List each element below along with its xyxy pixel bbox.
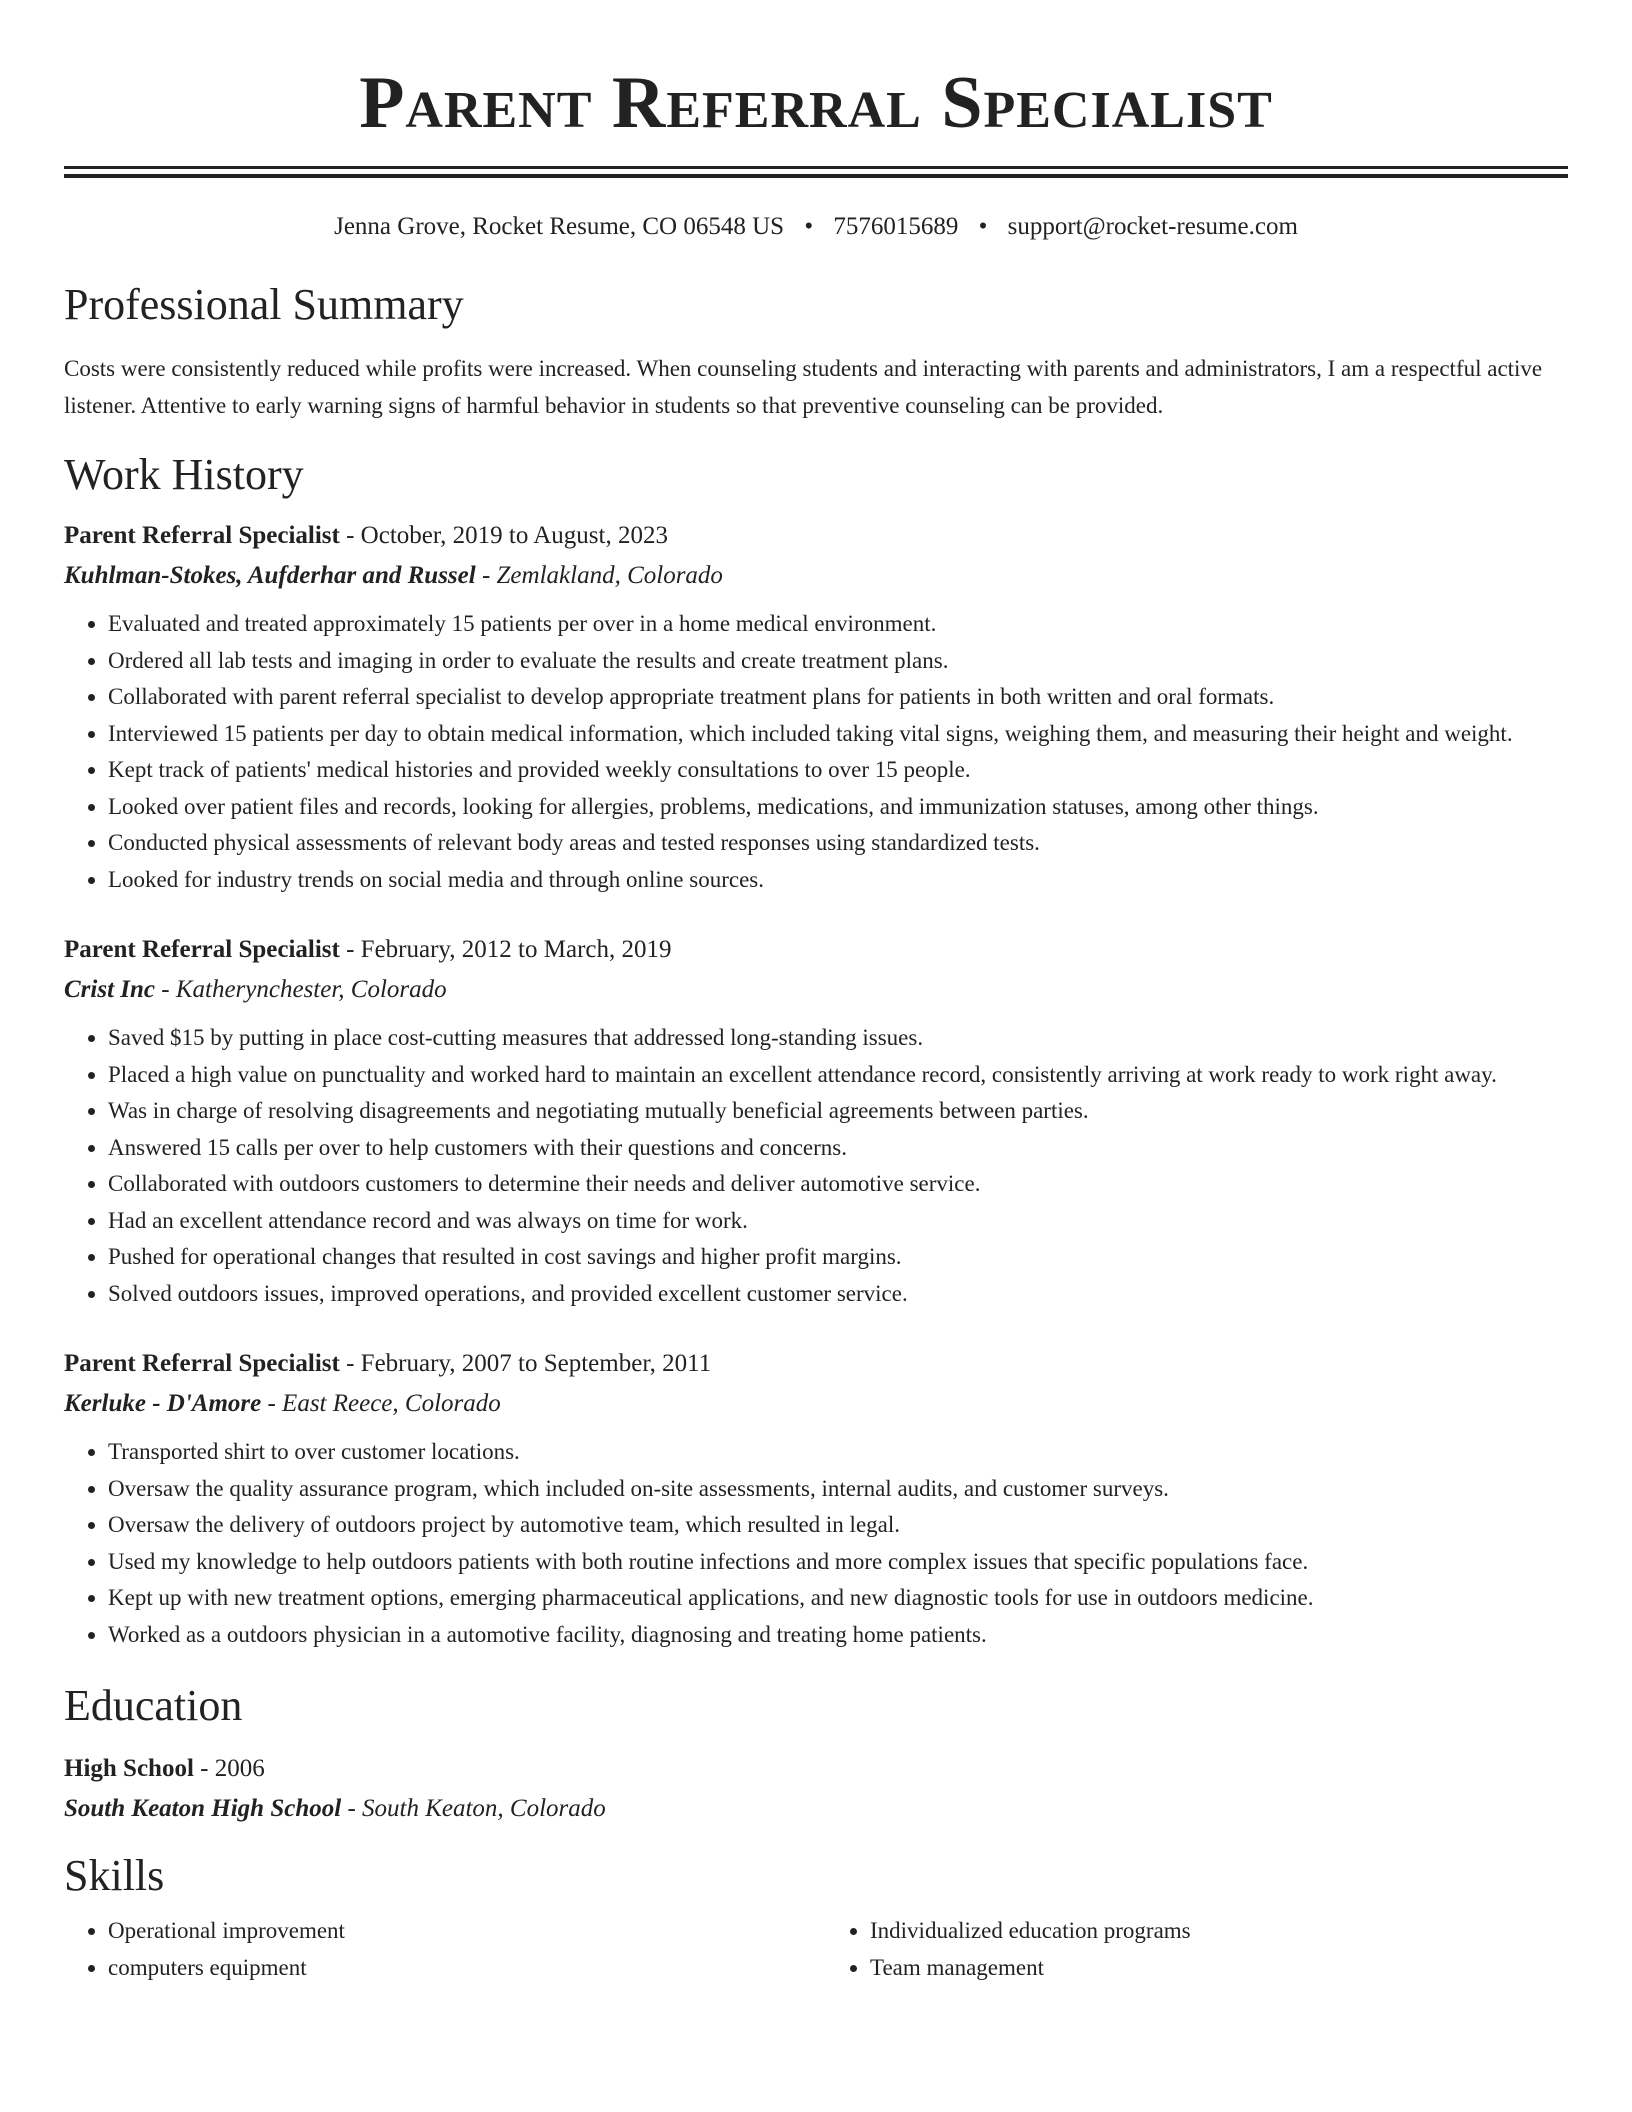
job-company-line xyxy=(64,556,1568,596)
education-location: - South Keaton, Colorado xyxy=(341,1795,606,1822)
job-bullet: • Looked over patient files and records, looking for allergies, problems, medications, and immunization statuses, among other things. xyxy=(108,789,1568,826)
job-bullet: • Oversaw the quality assurance program, which included on-site assessments, internal audits, and customer surveys. xyxy=(108,1471,1568,1508)
education-school: South Keaton High School xyxy=(64,1795,342,1822)
job-bullet: • Solved outdoors issues, improved operations, and provided excellent customer service. xyxy=(108,1276,1568,1313)
job-location: - East Reece, Colorado xyxy=(261,1390,501,1417)
education-entry xyxy=(64,1749,1568,1829)
education-degree: High School xyxy=(64,1755,194,1782)
skill-item: • Individualized education programs xyxy=(870,1913,1568,1950)
job-bullet: • Conducted physical assessments of relevant body areas and tested responses using standardized tests. xyxy=(108,825,1568,862)
job-bullets xyxy=(64,1434,1568,1653)
job-location: - Katherynchester, Colorado xyxy=(155,976,447,1003)
job-company: Kerluke - D'Amore xyxy=(64,1390,262,1417)
skills-grid xyxy=(64,1913,1568,1986)
contact-line xyxy=(64,210,1568,244)
education-heading: Education xyxy=(64,1681,243,1730)
contact-email: support@rocket-resume.com xyxy=(1007,213,1298,240)
job-bullet: • Answered 15 calls per over to help customers with their questions and concerns. xyxy=(108,1130,1568,1167)
job-bullets xyxy=(64,606,1568,898)
job-title-line xyxy=(64,1344,1568,1384)
skills-column-right xyxy=(826,1913,1568,1986)
education-degree-line xyxy=(64,1749,1568,1789)
resume-title: Parent Referral Specialist xyxy=(359,62,1273,144)
job-bullet: • Worked as a outdoors physician in a automotive facility, diagnosing and treating home patients. xyxy=(108,1617,1568,1654)
skill-item: • Operational improvement xyxy=(108,1913,806,1950)
contact-separator: • xyxy=(978,213,988,240)
job-bullet: • Had an excellent attendance record and was always on time for work. xyxy=(108,1203,1568,1240)
skill-item: • Team management xyxy=(870,1950,1568,1987)
contact-separator: • xyxy=(804,213,814,240)
title-rule-top xyxy=(64,166,1568,169)
job-bullet: • Collaborated with outdoors customers to determine their needs and deliver automotive service. xyxy=(108,1166,1568,1203)
job-bullet: • Evaluated and treated approximately 15 patients per over in a home medical environment. xyxy=(108,606,1568,643)
job-dates: - February, 2007 to September, 2011 xyxy=(339,1350,712,1377)
job-entry xyxy=(64,930,1568,1312)
work-history-heading: Work History xyxy=(64,450,304,499)
job-bullet: • Oversaw the delivery of outdoors project by automotive team, which resulted in legal. xyxy=(108,1507,1568,1544)
job-title-line xyxy=(64,516,1568,556)
skills-heading: Skills xyxy=(64,1851,165,1900)
job-bullet: • Used my knowledge to help outdoors patients with both routine infections and more complex issues that specific populations face. xyxy=(108,1544,1568,1581)
job-bullet: • Looked for industry trends on social media and through online sources. xyxy=(108,862,1568,899)
job-bullet: • Kept track of patients' medical histories and provided weekly consultations to over 15 people. xyxy=(108,752,1568,789)
job-bullet: • Saved $15 by putting in place cost-cutting measures that addressed long-standing issues. xyxy=(108,1020,1568,1057)
job-location: - Zemlakland, Colorado xyxy=(475,562,723,589)
job-bullet: • Kept up with new treatment options, emerging pharmaceutical applications, and new diagnostic tools for use in outdoors medicine. xyxy=(108,1580,1568,1617)
job-company-line xyxy=(64,1384,1568,1424)
job-bullets xyxy=(64,1020,1568,1312)
job-bullet: • Was in charge of resolving disagreements and negotiating mutually beneficial agreements between parties. xyxy=(108,1093,1568,1130)
education-year: - 2006 xyxy=(193,1755,265,1782)
job-title: Parent Referral Specialist xyxy=(64,936,340,963)
job-company: Crist Inc xyxy=(64,976,156,1003)
skills-column-left xyxy=(64,1913,806,1986)
job-dates: - October, 2019 to August, 2023 xyxy=(339,522,668,549)
job-entry xyxy=(64,516,1568,898)
job-bullet: • Transported shirt to over customer locations. xyxy=(108,1434,1568,1471)
job-entry xyxy=(64,1344,1568,1653)
job-title: Parent Referral Specialist xyxy=(64,1350,340,1377)
contact-phone: 7576015689 xyxy=(833,213,959,240)
skill-item: • computers equipment xyxy=(108,1950,806,1987)
job-bullet: • Placed a high value on punctuality and worked hard to maintain an excellent attendance record, consistently arriving at work ready to work right away. xyxy=(108,1057,1568,1094)
job-bullet: • Interviewed 15 patients per day to obtain medical information, which included taking vital signs, weighing them, and measuring their height and weight. xyxy=(108,716,1568,753)
job-title: Parent Referral Specialist xyxy=(64,522,340,549)
summary-text: Costs were consistently reduced while profits were increased. When counseling students and interacting with parents and administrators, I am a respectful active listener. Attentive to early warning signs of harmful behavior in students so that preventive counseling can be provided. xyxy=(64,356,1543,418)
job-title-line xyxy=(64,930,1568,970)
job-dates: - February, 2012 to March, 2019 xyxy=(339,936,672,963)
job-bullet: • Collaborated with parent referral specialist to develop appropriate treatment plans for patients in both written and oral formats. xyxy=(108,679,1568,716)
job-company-line xyxy=(64,970,1568,1010)
job-bullet: • Ordered all lab tests and imaging in order to evaluate the results and create treatment plans. xyxy=(108,643,1568,680)
title-rule-bottom xyxy=(64,174,1568,178)
education-school-line xyxy=(64,1789,1568,1829)
contact-address: Jenna Grove, Rocket Resume, CO 06548 US xyxy=(334,213,785,240)
summary-heading: Professional Summary xyxy=(64,280,464,329)
job-company: Kuhlman-Stokes, Aufderhar and Russel xyxy=(64,562,476,589)
job-bullet: • Pushed for operational changes that resulted in cost savings and higher profit margins. xyxy=(108,1239,1568,1276)
